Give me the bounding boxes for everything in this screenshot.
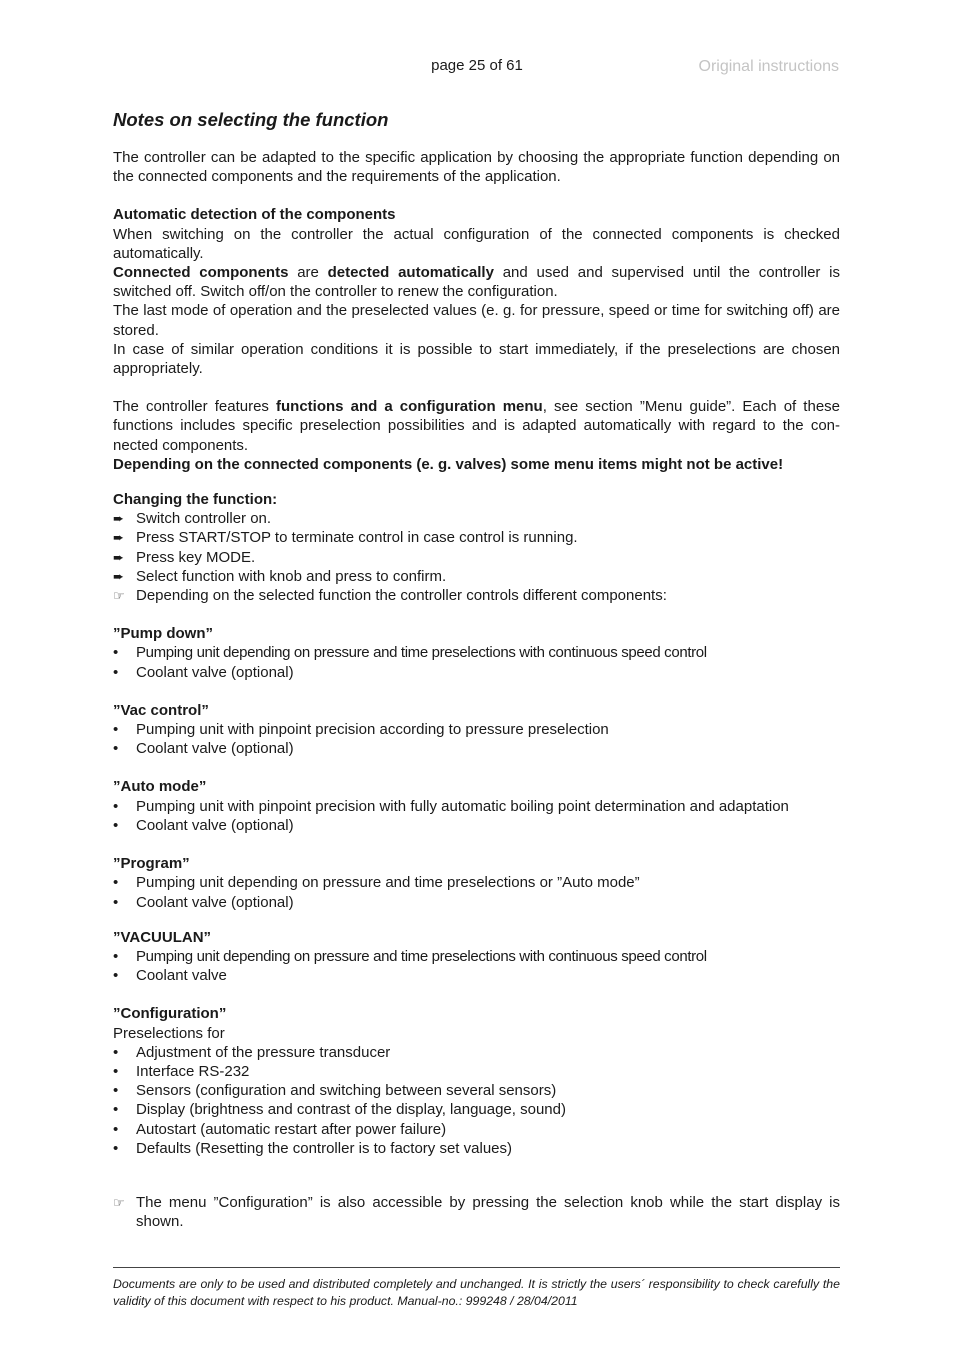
step-item: ➨ Select function with knob and press to confirm. bbox=[113, 567, 447, 585]
list-item: • Sensors (configuration and switching between several sensors) bbox=[113, 1082, 557, 1100]
bullet-icon: • bbox=[113, 721, 119, 739]
bullet-icon: • bbox=[113, 1139, 119, 1157]
bullet-icon: • bbox=[113, 1043, 119, 1061]
changing-steps-list bbox=[113, 509, 840, 605]
step-item: ➨ Switch controller on. bbox=[113, 510, 272, 528]
configuration-note bbox=[113, 1193, 840, 1231]
list-item: • Coolant valve (optional) bbox=[113, 893, 294, 911]
footer-divider bbox=[113, 1267, 840, 1268]
features-post-text: , see section ”Menu guide”. Each of these functions includes specific preselection possibilities and is adapted automatically with regard to the con-nected components. bbox=[113, 398, 841, 454]
step-item: ➨ Press START/STOP to terminate control in case control is running. bbox=[113, 529, 578, 547]
pointing-hand-icon: ☞ bbox=[113, 1194, 125, 1210]
function-auto-mode-heading: ”Auto mode” bbox=[113, 778, 207, 796]
auto-detection-p2 bbox=[113, 263, 840, 301]
list-item: • Display (brightness and contrast of the display, language, sound) bbox=[113, 1101, 566, 1119]
arrow-icon: ➨ bbox=[113, 568, 124, 584]
bullet-icon: • bbox=[113, 874, 119, 892]
auto-detection-p1: When switching on the controller the actual configuration of the connected components is checked automatically. bbox=[113, 225, 840, 262]
list-item: • Pumping unit depending on pressure and time preselections with continuous speed control bbox=[113, 947, 707, 965]
list-item: • Pumping unit depending on pressure and time preselections or ”Auto mode” bbox=[113, 874, 640, 892]
bullet-icon: • bbox=[113, 797, 119, 815]
page-content bbox=[113, 108, 840, 1231]
pointing-hand-icon: ☞ bbox=[113, 588, 125, 604]
function-auto-mode-list bbox=[113, 797, 840, 835]
function-program-list bbox=[113, 873, 840, 911]
list-item: • Pumping unit with pinpoint precision with fully automatic boiling point determination and adaptation bbox=[113, 797, 789, 815]
bullet-icon: • bbox=[113, 663, 119, 681]
connected-components-text: Connected components bbox=[113, 264, 289, 282]
list-item: • Pumping unit with pinpoint precision according to pressure preselection bbox=[113, 721, 609, 739]
list-item: • Adjustment of the pressure transducer bbox=[113, 1043, 391, 1061]
section-title: Notes on selecting the function bbox=[113, 109, 389, 130]
configuration-intro: Preselections for bbox=[113, 1024, 225, 1042]
auto-detection-p4: In case of similar operation conditions it is possible to start immediately, if the preselections are chosen appropriately. bbox=[113, 340, 840, 378]
step-note-item: ☞ Depending on the selected function the controller controls different components: bbox=[113, 587, 667, 605]
list-item: • Interface RS-232 bbox=[113, 1062, 250, 1080]
intro-paragraph: The controller can be adapted to the specific application by choosing the appropriate function depending on the connected components and the requirements of the application. bbox=[113, 149, 840, 186]
step-item: ➨ Press key MODE. bbox=[113, 548, 256, 566]
arrow-icon: ➨ bbox=[113, 511, 124, 527]
list-item: • Pumping unit depending on pressure and time preselections with continuous speed control bbox=[113, 644, 707, 662]
function-program-heading: ”Program” bbox=[113, 855, 190, 873]
bullet-icon: • bbox=[113, 740, 119, 758]
original-instructions-note: Original instructions bbox=[698, 58, 839, 75]
function-pump-down-heading: ”Pump down” bbox=[113, 625, 213, 643]
changing-function-heading: Changing the function: bbox=[113, 491, 278, 509]
note-item: ☞ The menu ”Configuration” is also accessible by pressing the selection knob while the start display is shown. bbox=[113, 1193, 840, 1231]
p2-rest-text: and used and supervised until the controller is switched off. Switch off/on the controller to renew the configuration. bbox=[113, 264, 841, 301]
features-pre-text: The controller features bbox=[113, 398, 277, 416]
auto-detection-heading: Automatic detection of the components bbox=[113, 206, 396, 224]
bullet-icon: • bbox=[113, 1120, 119, 1138]
list-item: • Defaults (Resetting the controller is to factory set values) bbox=[113, 1139, 512, 1157]
function-pump-down-list bbox=[113, 643, 840, 681]
list-item: • Coolant valve (optional) bbox=[113, 816, 294, 834]
list-item: • Coolant valve (optional) bbox=[113, 663, 294, 681]
bullet-icon: • bbox=[113, 816, 119, 834]
list-item: • Coolant valve (optional) bbox=[113, 740, 294, 758]
function-vacuulan-list bbox=[113, 947, 840, 985]
function-vacuulan-heading: ”VACUULAN” bbox=[113, 928, 212, 946]
features-bold-text: functions and a configuration menu bbox=[276, 398, 543, 416]
features-paragraph bbox=[113, 397, 840, 455]
bullet-icon: • bbox=[113, 1082, 119, 1100]
bullet-icon: • bbox=[113, 1101, 119, 1119]
arrow-icon: ➨ bbox=[113, 549, 124, 565]
list-item: • Coolant valve bbox=[113, 967, 227, 985]
bullet-icon: • bbox=[113, 893, 119, 911]
p2-mid-text: are bbox=[288, 264, 328, 282]
detected-automatically-text: detected automatically bbox=[327, 264, 494, 282]
menu-items-warning: Depending on the connected components (e. g. valves) some menu items might not be active! bbox=[113, 455, 784, 473]
bullet-icon: • bbox=[113, 967, 119, 985]
bullet-icon: • bbox=[113, 947, 119, 965]
configuration-heading: ”Configuration” bbox=[113, 1005, 227, 1023]
configuration-list bbox=[113, 1043, 840, 1158]
page-number: page 25 of 61 bbox=[431, 57, 523, 74]
bullet-icon: • bbox=[113, 644, 119, 662]
footer-disclaimer: Documents are only to be used and distributed completely and unchanged. It is strictly the users´ responsibility to check carefully the validity of this document with respect to his product. Manual-no.: 999248 / 28/04/2011 bbox=[113, 1277, 840, 1308]
bullet-icon: • bbox=[113, 1062, 119, 1080]
auto-detection-p3: The last mode of operation and the preselected values (e. g. for pressure, speed or time for switching off) are stored. bbox=[113, 302, 840, 339]
function-vac-control-heading: ”Vac control” bbox=[113, 701, 209, 719]
function-vac-control-list bbox=[113, 720, 840, 758]
list-item: • Autostart (automatic restart after power failure) bbox=[113, 1120, 447, 1138]
arrow-icon: ➨ bbox=[113, 530, 124, 546]
